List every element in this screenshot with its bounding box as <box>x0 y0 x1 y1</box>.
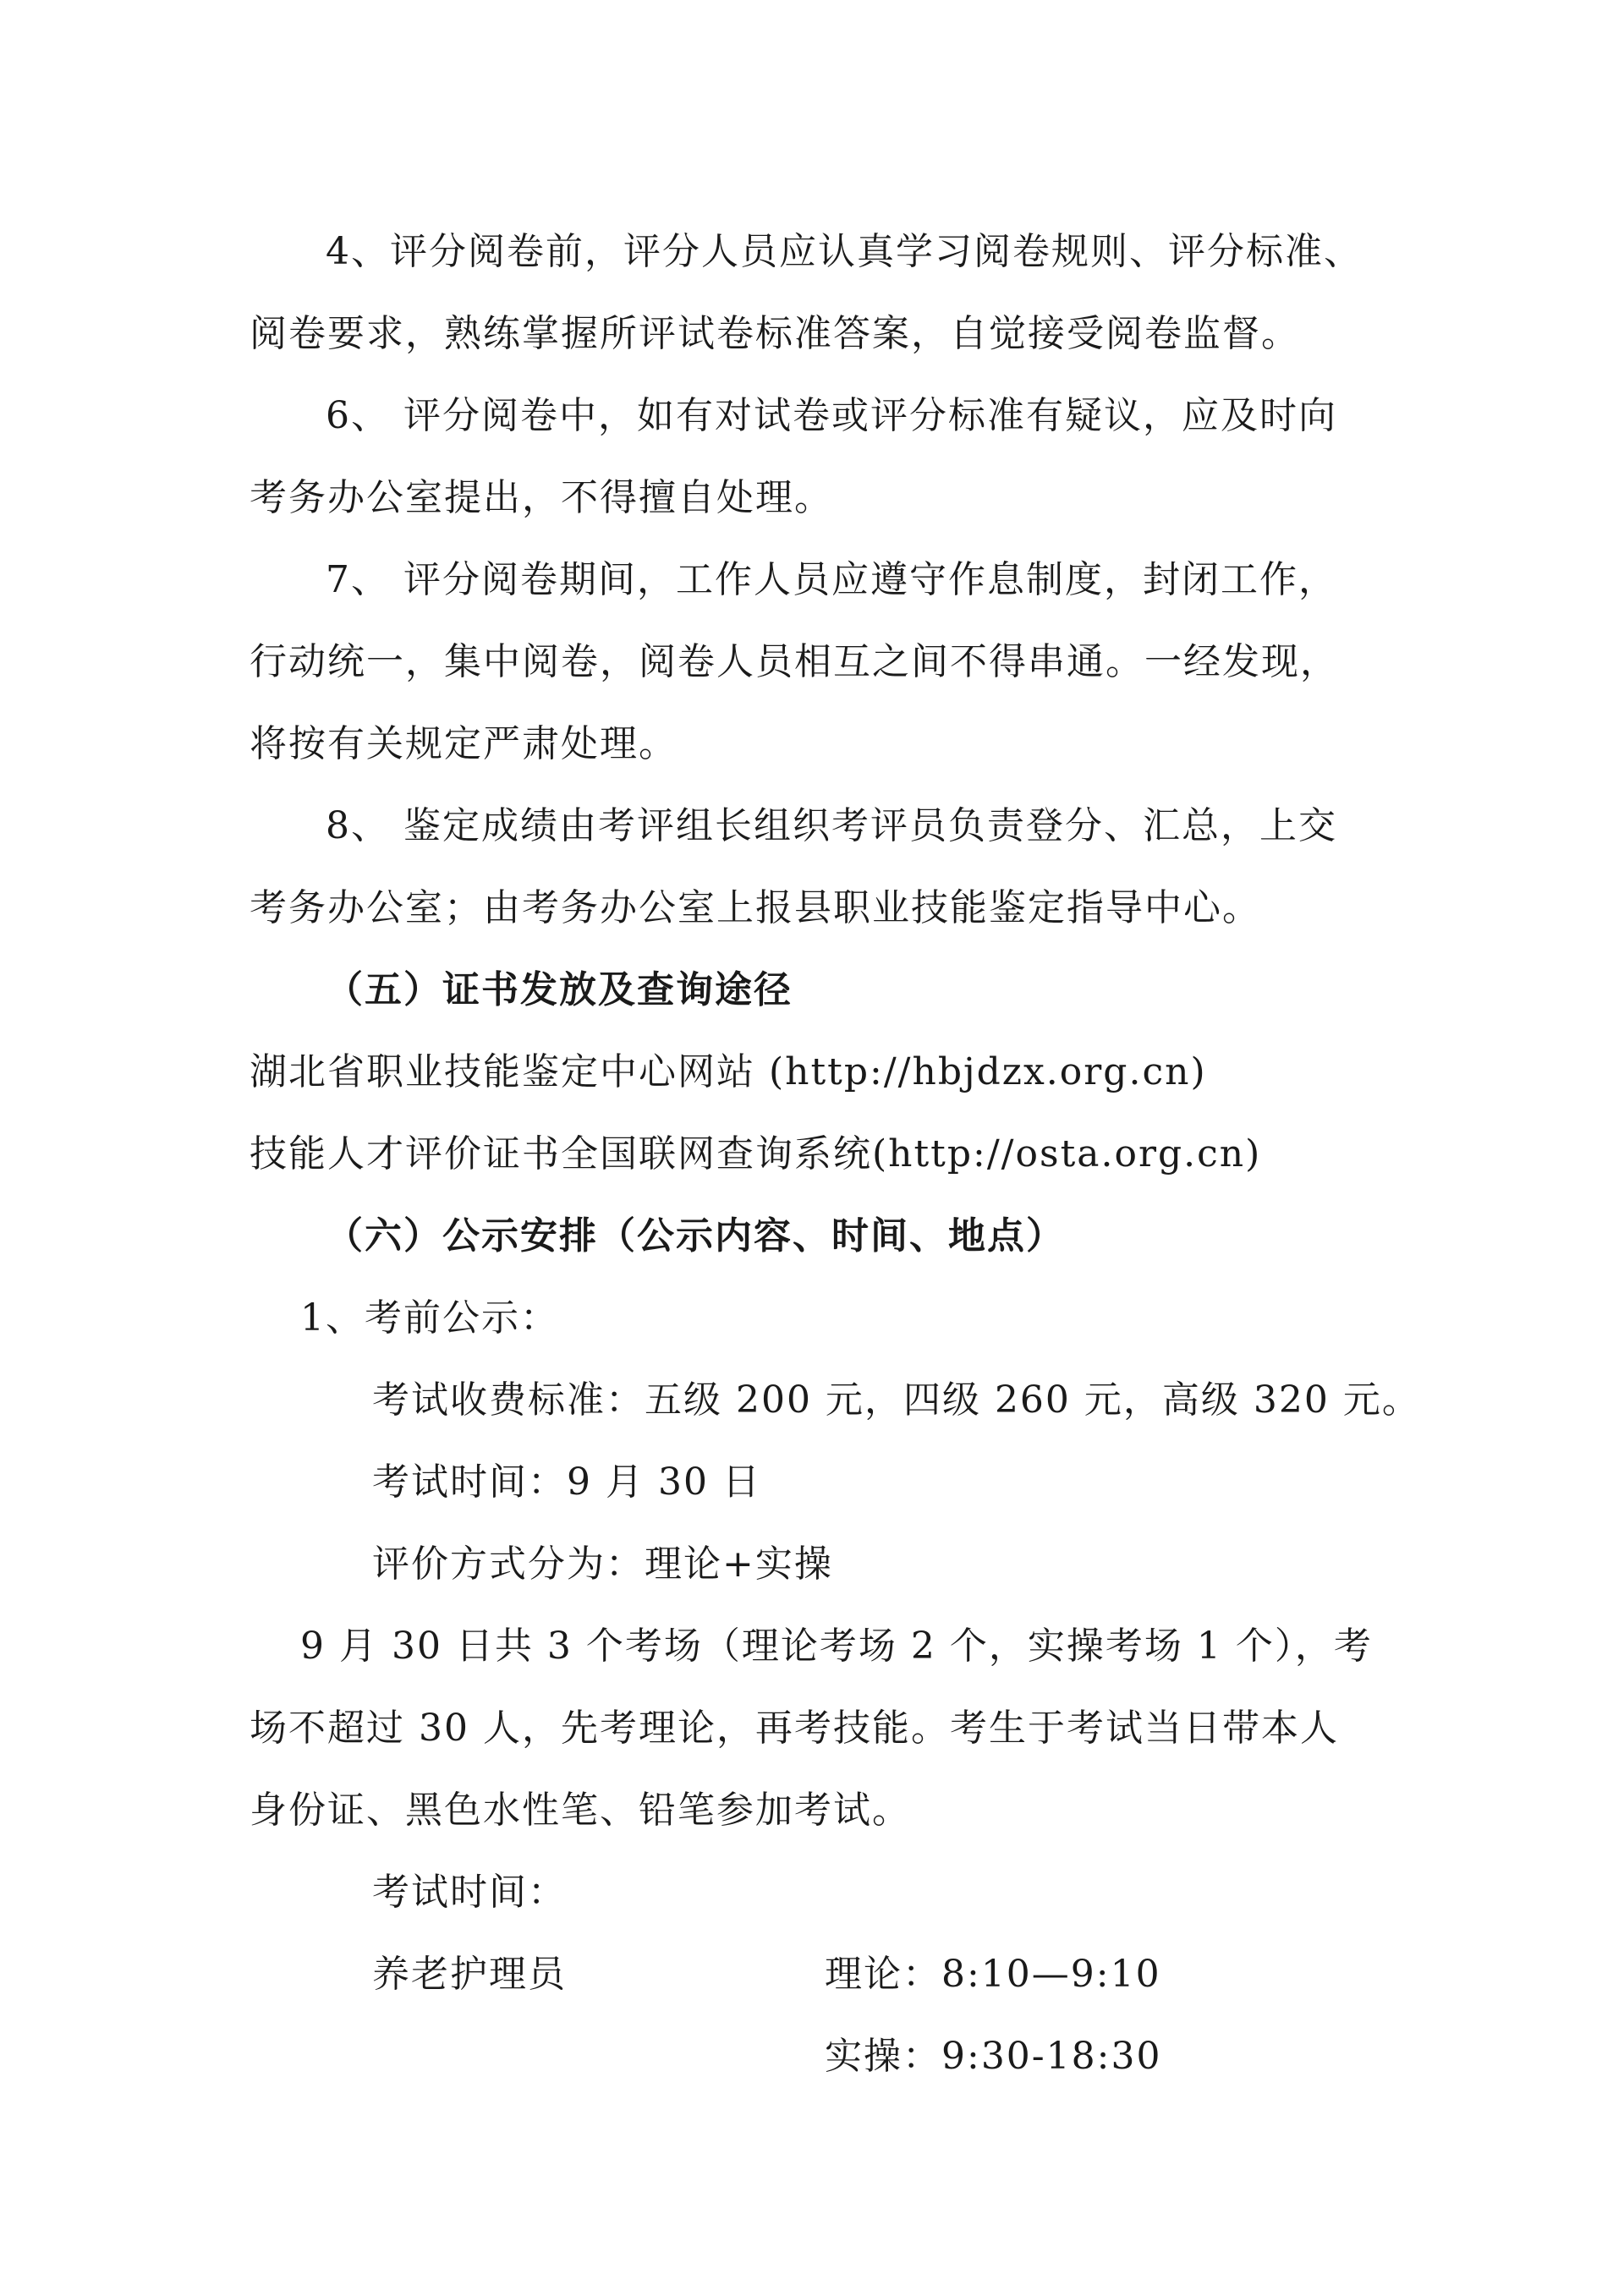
paragraph-6-line-1: 6、 评分阅卷中，如有对试卷或评分标准有疑议，应及时向 <box>326 394 1337 437</box>
paragraph-7-line-3: 将按有关规定严肃处理。 <box>250 722 678 765</box>
exam-room-line-3: 身份证、黑色水性笔、铅笔参加考试。 <box>250 1789 911 1832</box>
pre-exam-notice-label: 1、考前公示： <box>300 1296 559 1340</box>
exam-date-line: 考试时间：9 月 30 日 <box>372 1460 761 1504</box>
exam-time-label: 考试时间： <box>372 1871 567 1914</box>
paragraph-8-line-2: 考务办公室；由考务办公室上报县职业技能鉴定指导中心。 <box>250 886 1261 929</box>
exam-room-line-2: 场不超过 30 人，先考理论，再考技能。考生于考试当日带本人 <box>250 1707 1339 1750</box>
section-heading-publicity: （六）公示安排（公示内容、时间、地点） <box>326 1214 1065 1258</box>
paragraph-8-line-1: 8、 鉴定成绩由考评组长组织考评员负责登分、汇总，上交 <box>326 804 1337 847</box>
website-line-osta: 技能人才评价证书全国联网查询系统(http://osta.org.cn) <box>250 1132 1262 1175</box>
practical-time: 实操：9:30-18:30 <box>825 2035 1162 2078</box>
fee-standard-line: 考试收费标准：五级 200 元，四级 260 元，高级 320 元。 <box>372 1378 1421 1422</box>
paragraph-4-line-2: 阅卷要求，熟练掌握所评试卷标准答案，自觉接受阅卷监督。 <box>250 312 1300 355</box>
theory-time: 理论：8:10—9:10 <box>825 1953 1161 1996</box>
paragraph-7-line-2: 行动统一，集中阅卷，阅卷人员相互之间不得串通。一经发现， <box>250 640 1339 683</box>
occupation-name: 养老护理员 <box>372 1953 567 1996</box>
assessment-method-line: 评价方式分为：理论+实操 <box>372 1543 833 1586</box>
website-line-hubei: 湖北省职业技能鉴定中心网站 (http://hbjdzx.org.cn) <box>250 1050 1207 1093</box>
paragraph-7-line-1: 7、 评分阅卷期间，工作人员应遵守作息制度，封闭工作， <box>326 558 1337 601</box>
paragraph-6-line-2: 考务办公室提出，不得擅自处理。 <box>250 476 833 519</box>
exam-room-line-1: 9 月 30 日共 3 个考场（理论考场 2 个，实操考场 1 个），考 <box>300 1625 1373 1668</box>
paragraph-4-line-1: 4、评分阅卷前，评分人员应认真学习阅卷规则、评分标准、 <box>326 230 1363 273</box>
section-heading-certificate: （五）证书发放及查询途径 <box>326 968 793 1011</box>
